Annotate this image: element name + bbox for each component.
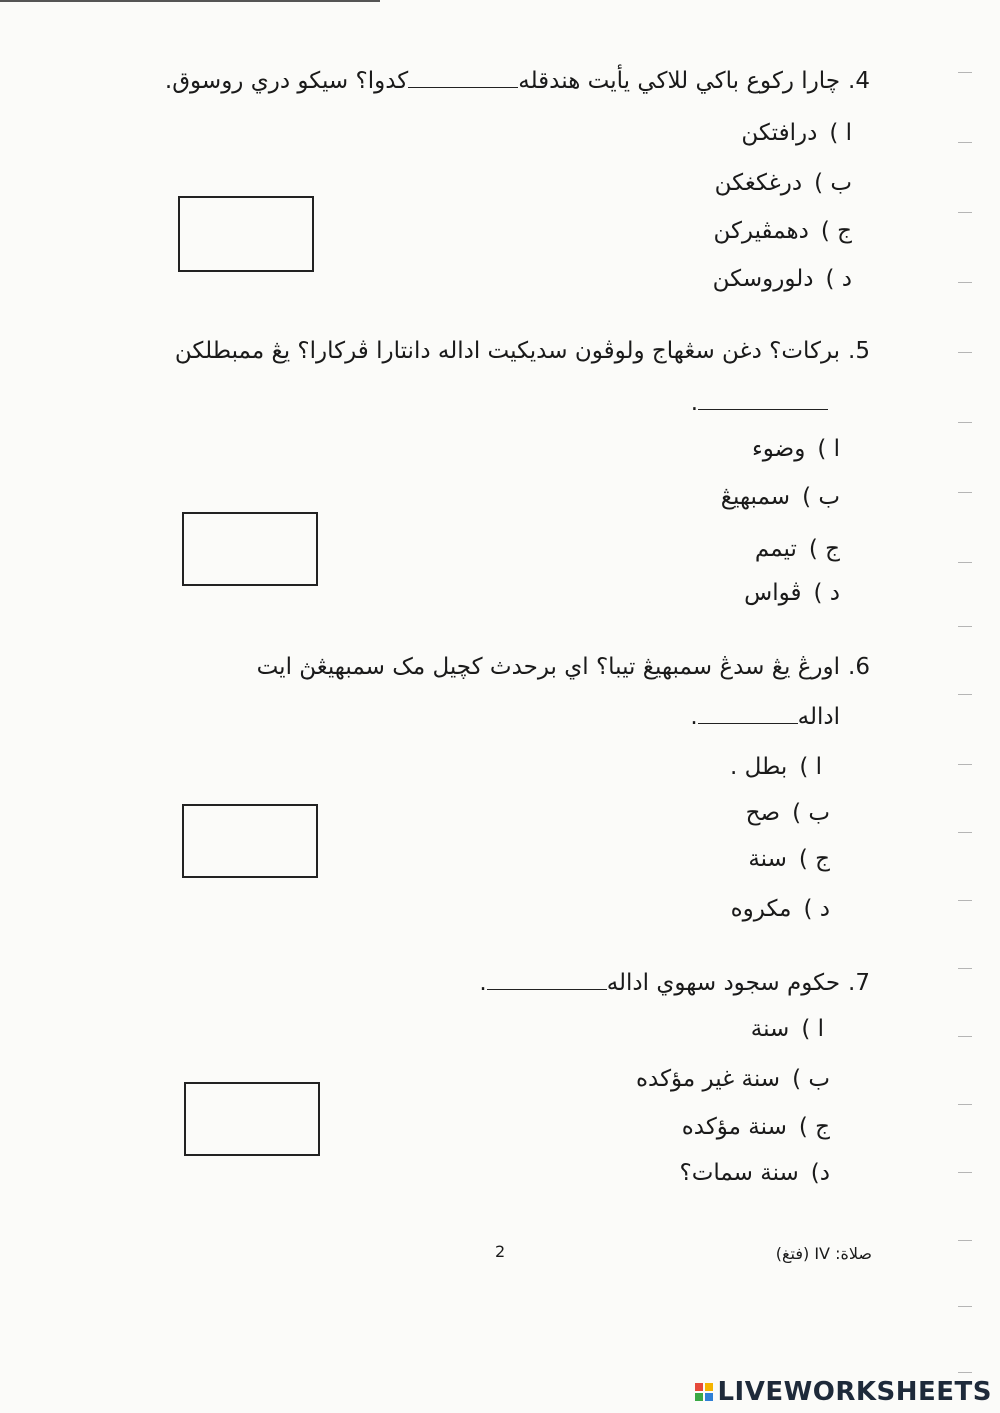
question-5-stem-line2 [691, 388, 828, 418]
question-4-stem [165, 66, 870, 96]
brand-name: LIVEWORKSHEETS [717, 1377, 992, 1407]
margin-tick [958, 352, 972, 353]
question-4-option-a [741, 118, 852, 148]
question-5-option-c [755, 534, 840, 564]
question-5-option-b [721, 482, 840, 512]
margin-tick [958, 72, 972, 73]
option-text: سنة [750, 1016, 790, 1042]
question-text: . [479, 970, 487, 996]
question-7-answer-box[interactable] [184, 1082, 320, 1156]
margin-tick [958, 1306, 972, 1307]
margin-tick [958, 968, 972, 969]
margin-tick [958, 422, 972, 423]
question-7-option-a [751, 1014, 824, 1044]
option-text: دهمڤيرکن [713, 218, 809, 244]
option-letter: د ) [803, 896, 830, 922]
margin-tick [958, 1372, 972, 1373]
option-letter: ب ) [792, 1066, 830, 1092]
option-text: تيمم [754, 536, 797, 562]
margin-tick [958, 492, 972, 493]
question-4-answer-box[interactable] [178, 196, 314, 272]
answer-blank [408, 69, 518, 88]
question-7-option-b [636, 1064, 830, 1094]
option-letter: ا ) [817, 436, 840, 462]
option-letter: ج ) [798, 846, 830, 872]
margin-tick [958, 212, 972, 213]
option-letter: ب ) [814, 170, 852, 196]
question-text: اورڠ يڠ سدڠ سمبهيڠ تيبا؟ اي برحدث کچيل مک سمبهيڠڽ ايت [256, 654, 841, 680]
question-6-stem [257, 652, 870, 682]
question-text: حکوم سجود سهوي اداله [606, 970, 841, 996]
question-text: اداله [797, 704, 840, 730]
question-number: 4. [848, 68, 870, 94]
option-letter: ب ) [792, 800, 830, 826]
option-text: سنة غير مؤکده [635, 1066, 781, 1092]
question-number: 7. [848, 970, 870, 996]
question-7-stem [479, 968, 870, 998]
question-7-option-c [682, 1112, 830, 1142]
question-text: کدوا؟ سيکو دري روسوق. [164, 68, 409, 94]
question-number: 6. [848, 654, 870, 680]
margin-tick [958, 1172, 972, 1173]
margin-tick [958, 282, 972, 283]
logo-mark-icon [695, 1383, 713, 1401]
option-letter: د) [810, 1160, 830, 1186]
option-letter: ا ) [799, 754, 822, 780]
answer-blank [698, 391, 828, 410]
margin-tick [958, 1104, 972, 1105]
option-text: وضوء [751, 436, 806, 462]
option-text: صح [745, 800, 781, 826]
question-5-option-d [744, 578, 840, 608]
option-text: درافتکن [741, 120, 818, 146]
margin-tick [958, 1036, 972, 1037]
option-text: سنة مؤکده [681, 1114, 787, 1140]
answer-blank [698, 705, 798, 724]
question-number: 5. [848, 338, 870, 364]
margin-tick [958, 764, 972, 765]
question-4-option-b [715, 168, 852, 198]
option-text: سنة [748, 846, 787, 872]
question-6-stem-line2 [690, 702, 840, 732]
answer-blank [487, 971, 607, 990]
option-letter: ج ) [798, 1114, 830, 1140]
question-4-option-c [713, 216, 852, 246]
question-6-option-d [731, 894, 830, 924]
question-6-option-a [730, 752, 822, 782]
option-text: سنة سمات؟ [679, 1160, 799, 1186]
question-5-answer-box[interactable] [182, 512, 318, 586]
option-letter: د ) [813, 580, 840, 606]
margin-tick [958, 142, 972, 143]
liveworksheets-logo [695, 1377, 992, 1407]
option-letter: ا ) [801, 1016, 824, 1042]
option-text: بطل . [730, 754, 788, 780]
margin-tick [958, 1240, 972, 1241]
question-text: . [690, 704, 698, 730]
question-6-option-c [748, 844, 830, 874]
question-4-option-d [713, 264, 852, 294]
option-text: دلوروسکن [712, 266, 814, 292]
option-letter: ب ) [802, 484, 840, 510]
margin-tick [958, 626, 972, 627]
question-7-option-d [679, 1158, 830, 1188]
question-5-stem [175, 336, 870, 366]
margin-tick [958, 900, 972, 901]
option-text: سمبهيڠ [720, 484, 791, 510]
option-letter: د ) [825, 266, 852, 292]
option-text: درغکغکن [714, 170, 803, 196]
subject-label: صلاة: IV (فتغ) [775, 1244, 872, 1263]
page-number: 2 [495, 1242, 506, 1261]
margin-tick [958, 832, 972, 833]
question-text: برکات؟ دغن سڠهاج ولوڤون سديکيت اداله دانتارا ڤرکارا؟ يڠ ممبطلکن [174, 338, 841, 364]
question-6-answer-box[interactable] [182, 804, 318, 878]
option-letter: ج ) [808, 536, 840, 562]
margin-tick [958, 694, 972, 695]
option-text: مکروه [730, 896, 792, 922]
top-rule [0, 0, 380, 2]
question-text: چارا رکوع باکي للاکي يأيت هندقله [518, 68, 841, 94]
margin-tick [958, 562, 972, 563]
question-6-option-b [746, 798, 830, 828]
option-letter: ا ) [829, 120, 852, 146]
question-5-option-a [752, 434, 840, 464]
question-text: . [690, 390, 698, 416]
option-letter: ج ) [820, 218, 852, 244]
option-text: ڤواس [744, 580, 802, 606]
